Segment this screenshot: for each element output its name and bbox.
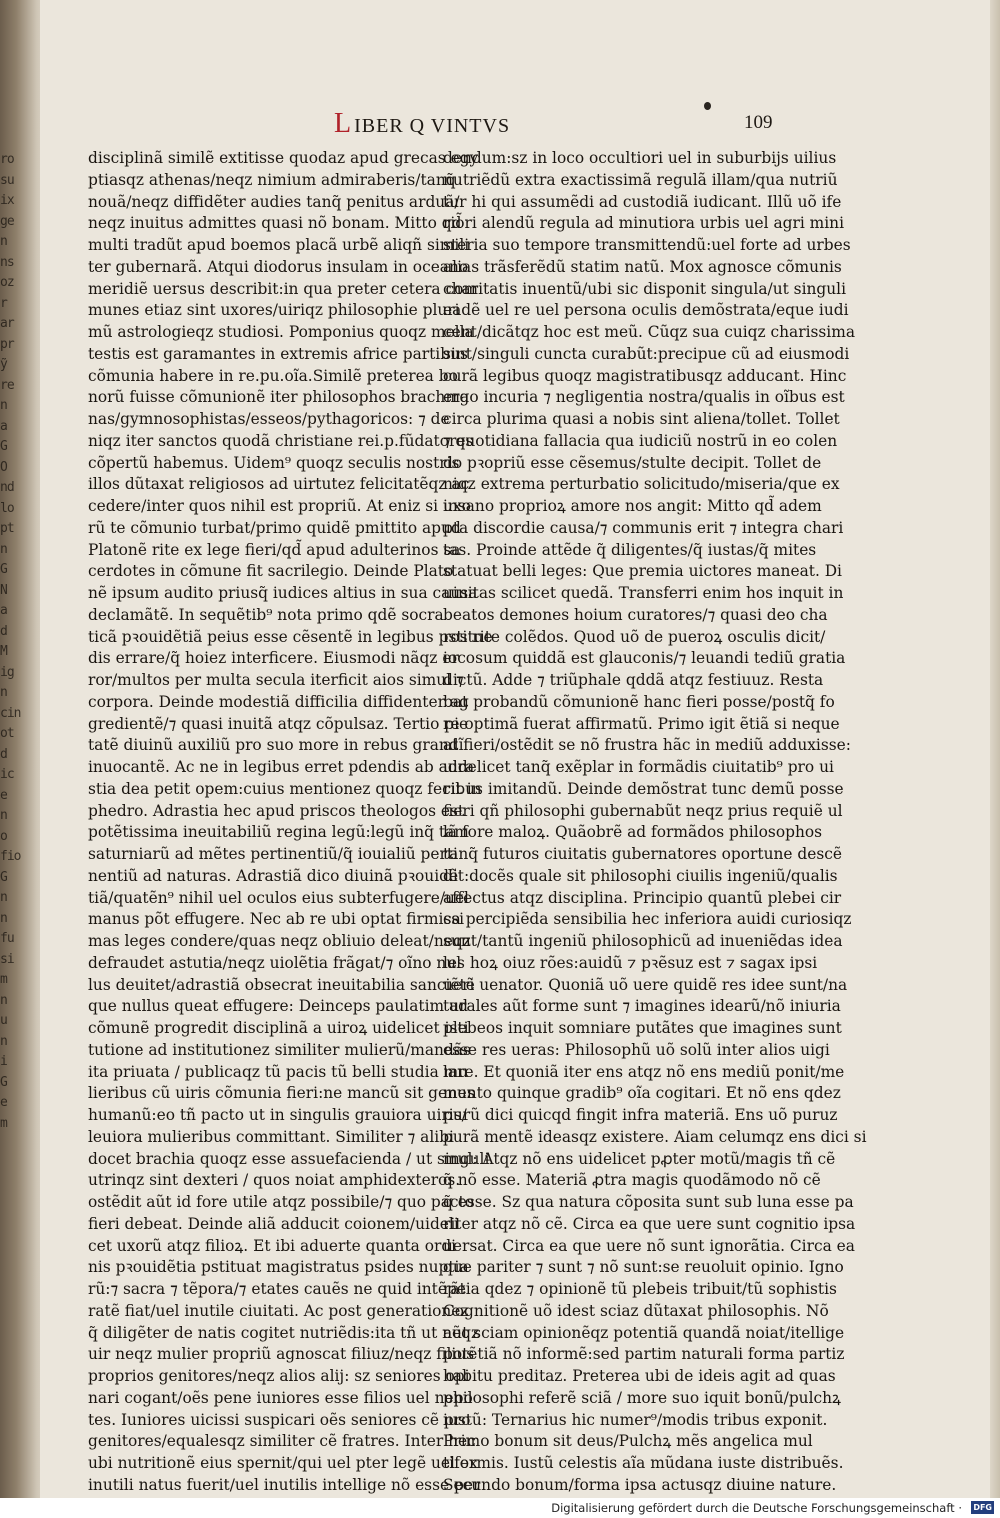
previous-page-fragment: ỹ [0, 357, 7, 372]
previous-page-fragment: u [0, 1013, 7, 1028]
previous-page-fragment: M [0, 644, 7, 659]
text-line: ror/multos per multa secula iterficit aios simul ⁊ [88, 671, 464, 689]
digitization-footer [0, 1498, 1000, 1518]
text-line: docet brachia quoqz esse assuefacienda / ut singuli [88, 1149, 490, 1168]
previous-page-fragment: pt [0, 521, 14, 536]
text-line: leuiora mulieribus committant. Similiter ⁊ alibi [88, 1127, 454, 1146]
previous-page-fragment: d [0, 746, 7, 762]
previous-page-fragment: i [0, 1054, 7, 1069]
folio-number: 109 [744, 112, 773, 133]
text-line: ptiasqz athenas/neqz nimium admiraberis/tanq̃ [88, 170, 456, 189]
text-line: Secundo bonum/forma ipsa actusqz diuine nature. [443, 1475, 837, 1494]
previous-page-fragment: cin [0, 705, 21, 721]
text-line: ⁊ quotidiana fallacia qua iudiciũ nostrũ in eo colen [443, 431, 838, 450]
text-line: ergo incuria ⁊ negligentia nostra/qualis in oĩbus est [443, 388, 845, 407]
text-line: neqz inuitus admittes quasi nõ bonam. Mitto qd̃ [88, 214, 462, 233]
text-line: rũ:⁊ sacra ⁊ tẽpora/⁊ etates cauẽs ne quid intẽpe [88, 1280, 466, 1298]
funding-note: Digitalisierung gefördert durch die Deutsche Forschungsgemeinschaft · [551, 1501, 962, 1515]
previous-page-fragment: n [0, 890, 7, 905]
text-line: tiformis. Iustũ celestis aĩa mũdana iuste distribuẽs. [443, 1454, 844, 1472]
text-line: charitatis inuentũ/ubi sic disponit singula/ut singuli [443, 279, 847, 298]
text-line: ca percipiẽda sensibilia hec inferiora auidi curiosiqz [443, 910, 852, 929]
text-line: uir neqz mulier propriũ agnoscat filiuz/neqz filius [88, 1345, 475, 1364]
previous-page-fragment: n [0, 992, 7, 1008]
previous-page-fragment: n [0, 398, 7, 413]
previous-page-fragment: fu [0, 931, 14, 946]
text-line: ros rite colẽdos. Quod uõ de pueroꝝ osculis dicit/ [443, 627, 826, 646]
previous-page-fragment: o [0, 828, 7, 844]
text-line: cõpertũ habemus. Uidem⁹ quoqz seculis nostris [88, 453, 460, 472]
dfg-logo: DFG [973, 1503, 992, 1512]
previous-page-fragment: n [0, 541, 7, 557]
text-line: q̃ esse. Sz qua natura cõposita sunt sub luna esse pa [443, 1193, 854, 1211]
previous-page-fragment: O [0, 459, 7, 475]
text-column-left [88, 148, 493, 1497]
running-head [334, 108, 510, 140]
text-line: niqz extrema perturbatio solicitudo/miseria/que ex [443, 475, 840, 494]
text-line: ribus imitandũ. Deinde demõstrat tunc demũ posse [443, 779, 844, 798]
text-line: nentiũ ad naturas. Adrastiã dico diuinã pꝛouidẽ [88, 866, 459, 885]
text-line: q̃ diligẽter de natis cogitet nutriẽdis:ita tñ ut neqz [88, 1323, 480, 1342]
text-line: dit:docẽs quale sit philosophi ciuilis ingeniũ/qualis [443, 866, 838, 885]
text-line: purũ dici quicqd fingit infra materiã. Ens uõ puruz [443, 1106, 838, 1124]
text-line: turales aũt forme sunt ⁊ imagines idearũ/nõ iniuria [443, 997, 841, 1016]
text-line: rũ te cõmunio turbat/primo quidẽ pmittito apud [88, 518, 461, 537]
previous-page-fragment: n [0, 234, 7, 249]
text-line: tes. Iuniores uicissi suspicari oẽs seniores cẽ pro [88, 1410, 471, 1429]
previous-page-fragment: G [0, 562, 7, 577]
text-line: dendum:sz in loco occultiori uel in suburbijs uilius [443, 149, 837, 167]
text-line: uidelicet tanq̃ exẽplar in formãdis ciuitatib⁹ pro ui [443, 758, 834, 776]
text-line: tiã/quatẽn⁹ nihil uel oculos eius subterfugere/uel [88, 888, 469, 907]
text-line: cõmunẽ progredit disciplinã a uiroꝝ uidelicet isti [88, 1019, 469, 1037]
text-line: disciplinã similẽ extitisse quodaz apud grecas egy [88, 149, 479, 167]
previous-page-fragment: e [0, 1095, 7, 1110]
text-line: beatos demones hoium curatores/⁊ quasi deo cha [443, 605, 828, 624]
text-line: sint/singuli cuncta curabũt:precipue cũ ad eiusmodi [443, 344, 850, 363]
previous-page-fragment: pr [0, 336, 14, 352]
previous-page-fragment: G [0, 869, 7, 885]
text-line: nutriẽdũ extra exactissimã regulã illam/qua nutriũ [443, 170, 838, 189]
previous-page-fragment: ix [0, 193, 14, 208]
text-line: rãtia qdez ⁊ opinionẽ tũ plebeis tribuit/tũ sophistis [443, 1280, 837, 1298]
text-line: utrinqz sint dexteri / quos noiat amphidexteros. [88, 1171, 461, 1190]
text-column-right [443, 148, 867, 1497]
text-line: purã mentẽ ideasqz existere. Aiam celumqz ens dici si [443, 1127, 867, 1146]
text-line: ter gubernarã. Atqui diodorus insulam in oceano [88, 257, 469, 276]
text-line: uinitas scilicet quedã. Transferri enim hos inquit in [443, 584, 844, 602]
previous-page-fragment: N [0, 582, 7, 598]
text-line: humanũ:eo tñ pacto ut in singulis grauiora uiris/ [88, 1106, 467, 1124]
previous-page-fragment: oz [0, 275, 14, 290]
book-title: IBER Q VINTVS [354, 115, 511, 137]
text-line: que nullus queat effugere: Deinceps paulatim ad [88, 997, 469, 1016]
previous-page-fragment: n [0, 808, 7, 823]
text-line: saturniarũ ad mẽtes pertinentiũ/q̃ iouialiũ perti [88, 845, 458, 863]
text-line: nẽ ipsum audito priusq̃ iudices altius in sua causa [88, 584, 478, 602]
text-line: nouã/neqz diffidẽter audies tanq̃ penitus arduã/ [88, 192, 460, 211]
text-line: Primo bonum sit deus/Pulchꝝ mẽs angelica mul [443, 1432, 813, 1451]
previous-page-fragment: a [0, 418, 7, 434]
previous-page-fragment: d [0, 623, 7, 639]
text-line: gredientẽ/⁊ quasi inuitã atqz cõpulsaz. Tertio pie [88, 714, 469, 733]
red-initial: L [334, 108, 353, 139]
text-line: potẽtiã nõ informẽ:sed partim naturali forma partiz [443, 1345, 845, 1364]
text-line: declamãtẽ. In sequẽtib⁹ nota primo qdẽ socra [88, 605, 444, 624]
text-line: mas leges condere/quas neqz obliuio deleat/neqz [88, 932, 471, 950]
text-line: inuocantẽ. Ac ne in legibus erret pdendis ab adra [88, 758, 475, 776]
text-line: fieri debeat. Deinde aliã adducit coionem/uideli [88, 1214, 459, 1233]
text-line: cõmunia habere in re.pu.oĩa.Similẽ preterea bo [88, 366, 458, 385]
text-line: ticã pꝛouidẽtiã peius esse cẽsentẽ in legibus pstitue [88, 627, 493, 646]
text-line: lieribus cũ uiris cõmunia fieri:ne mancũ sit genus [88, 1084, 475, 1103]
text-line: Cognitionẽ uõ idest sciaz dũtaxat philosophis. Nõ [443, 1301, 829, 1320]
text-line: curã legibus quoqz magistratibusqz adducant. Hinc [443, 366, 847, 385]
text-line: cerdotes in cõmune fit sacrilegio. Deinde Plato [88, 562, 454, 581]
page-fore-edge [990, 0, 1000, 1498]
text-line: dis errare/q̃ hoiez interficere. Eiusmodi nãqz er [88, 649, 459, 668]
previous-page-fragment: a [0, 603, 7, 618]
text-line: steria suo tempore transmittendũ:uel forte ad urbes [443, 236, 851, 254]
text-line: at fieri/ostẽdit se nõ frustra hãc in mediũ adduxisse: [443, 736, 851, 755]
previous-page-fragment: re [0, 377, 14, 393]
text-line: iustũ: Ternarius hic numer⁹/modis tribus exponit. [443, 1410, 828, 1429]
text-line: testis est garamantes in extremis africe partibus [88, 344, 468, 363]
text-line: ueri uenator. Quoniã uõ uere quidẽ res idee sunt/na [443, 975, 848, 994]
text-line: q̃ nõ esse. Materiã ꝓtra magis quodãmodo nõ cẽ [443, 1171, 821, 1190]
text-line: defraudet astutia/neqz uiolẽtia frãgat/⁊ oĩno nul [88, 953, 462, 972]
previous-page-fragment: ge [0, 213, 14, 229]
text-line: sunt/tantũ ingeniũ philosophicũ ad inueniẽdas idea [443, 932, 843, 950]
previous-page-fragment: fio [0, 849, 21, 864]
previous-page-fragment: ot [0, 726, 14, 741]
text-line: norũ fuisse cõmunionẽ iter philosophos brachma [88, 388, 470, 407]
text-line: tas. Proinde attẽde q̃ diligentes/q̃ iustas/q̃ mites [443, 540, 817, 559]
text-line: manus põt effugere. Nec ab re ubi optat firmissi [88, 910, 465, 929]
previous-page-fragment: ic [0, 767, 14, 782]
text-line: fieri qñ philosophi gubernabũt neqz prius requiẽ ul [443, 801, 843, 820]
text-line: insano proprioꝝ amore nos angit: Mitto qd̃ adem [443, 497, 822, 515]
text-line: tanq̃ futuros ciuitatis gubernatores oportune descẽ [443, 845, 842, 863]
text-line: proprios genitores/neqz alios alij: sz seniores opi [88, 1367, 470, 1385]
text-line: nis pꝛouidẽtia pstituat magistratus psides nuptia [88, 1258, 469, 1277]
text-line: lã fore maloꝝ. Quãobrẽ ad formãdos philosophos [443, 823, 823, 842]
text-line: riter atqz nõ cẽ. Circa ea que uere sunt cognitio ipsa [443, 1214, 856, 1233]
text-line: Platonẽ rite ex lege fieri/qd̃ apud adulterinos sa [88, 540, 461, 559]
text-line: statuat belli leges: Que premia uictores maneat. Di [443, 562, 842, 581]
text-line: alias trãsferẽdũ statim natũ. Mox agnosce cõmunis [443, 257, 842, 276]
text-line: corpora. Deinde modestiã difficilia diffidenter ag [88, 692, 469, 711]
previous-page-fragment: r [0, 295, 7, 311]
text-line: bat probandũ cõmunionẽ hanc fieri posse/postq̃ fo [443, 692, 835, 711]
previous-page-fragment: n [0, 685, 7, 700]
previous-page-fragment: ar [0, 316, 14, 331]
previous-page-fragment: m [0, 1115, 7, 1131]
text-line: lare. Et quoniã iter ens atqz nõ ens mediũ ponit/me [443, 1062, 845, 1081]
previous-page-fragment: e [0, 787, 7, 803]
text-line: plebeos inquit somniare putãtes que imagines sunt [443, 1019, 842, 1037]
text-line: genitores/equalesqz similiter cẽ fratres. Inter hec [88, 1432, 476, 1451]
previous-page-fragment: su [0, 172, 14, 188]
text-line: les hoꝝ oiuz rões:auidũ ⁊ pꝛẽsuz est ⁊ sagax ipsi [443, 953, 818, 972]
text-line: riori alendũ regula ad minutiora urbis uel agri mini [443, 214, 844, 233]
text-line: affectus atqz disciplina. Principio quantũ plebei cir [443, 888, 842, 907]
text-line: ubi nutritionẽ eius spernit/qui uel pter legẽ uel ex [88, 1454, 478, 1472]
text-line: cent/dicãtqz hoc est meũ. Cũqz sua cuiqz charissima [443, 323, 855, 341]
text-line: tur hi qui assumẽdi ad custodiã iudicant. Illũ uõ ife [443, 192, 842, 211]
text-line: cet uxorũ atqz filioꝝ. Et ibi aduerte quanta ordi [88, 1236, 457, 1255]
text-line: illos dũtaxat religiosos ad uirtutez felicitatẽqz ac [88, 475, 470, 494]
text-line: ostẽdit aũt id fore utile atqz possibile/⁊ quo pacto [88, 1193, 475, 1211]
text-line: ratẽ fiat/uel inutile ciuitati. Ac post generationez [88, 1301, 469, 1320]
text-line: pta discordie causa/⁊ communis erit ⁊ integra chari [443, 518, 844, 537]
text-line: aũt sciam opinionẽqz potentiã quandã noiat/itellige [443, 1323, 845, 1342]
text-line: mũ astrologieqz studiosi. Pomponius quoqz mella [88, 323, 474, 341]
text-line: mul: Atqz nõ ens uidelicet pꝓter motũ/magis tñ cẽ [443, 1149, 836, 1168]
previous-page-fragment: nd [0, 480, 14, 495]
text-line: phedro. Adrastia hec apud priscos theologos est [88, 801, 465, 820]
text-line: re optimã fuerat affirmatũ. Primo igit ẽtiã si neque [443, 714, 840, 733]
previous-page-fragment: ig [0, 664, 14, 680]
previous-page-fragment: n [0, 910, 7, 926]
previous-page-fragment: ns [0, 254, 14, 270]
text-line: mento quinque gradib⁹ oĩa cogitari. Et nõ ens qdez [443, 1084, 841, 1103]
text-line: uersat. Circa ea que uere nõ sunt ignorãtia. Circa ea [443, 1236, 855, 1255]
text-line: ita priuata / publicaqz tũ pacis tũ belli studia mu [88, 1062, 469, 1081]
text-line: dictũ. Adde ⁊ triũphale qddã atqz festiuuz. Resta [443, 671, 824, 689]
text-line: circa plurima quasi a nobis sint aliena/tollet. Tollet [443, 410, 840, 428]
text-line: iocosum quiddã est glauconis/⁊ leuandi tediũ gratia [443, 649, 846, 668]
text-line: esse res ueras: Philosophũ uõ solũ inter alios uigi [443, 1040, 830, 1059]
text-line: niqz iter sanctos quodã christiane rei.p.fũdatores [88, 431, 474, 450]
text-line: que pariter ⁊ sunt ⁊ nõ sunt:se reuoluit opinio. Igno [443, 1258, 844, 1277]
previous-page-edge-text [0, 150, 40, 1290]
previous-page-fragment: m [0, 972, 7, 987]
text-line: nas/gymnosophistas/esseos/pythagoricos: ⁊ de [88, 410, 450, 428]
text-line: do pꝛopriũ esse cẽsemus/stulte decipit. Tollet de [443, 453, 822, 472]
text-line: habitu preditaz. Preterea ubi de ideis agit ad quas [443, 1367, 836, 1385]
previous-page-fragment: ro [0, 152, 14, 167]
text-line: tutione ad institutionez similiter mulierũ/mandãs [88, 1040, 471, 1059]
text-line: lus deuitet/adrastiã obsecrat ineuitabilia sanciẽtẽ [88, 975, 475, 994]
text-line: munes etiaz sint uxores/uiriqz philosophie pluri [88, 301, 460, 320]
previous-page-fragment: n [0, 1033, 7, 1049]
ink-spot [704, 102, 711, 110]
text-line: nari cogant/oẽs pene iuniores esse filios uel nepo [88, 1388, 473, 1407]
text-line: multi tradũt apud boemos placã urbẽ aliqñ simili [88, 236, 470, 254]
previous-page-fragment: lo [0, 500, 14, 516]
text-line: potẽtissima ineuitabiliũ regina legũ:legũ inq̃ tam [88, 823, 469, 842]
text-line: tatẽ diuinũ auxiliũ pro suo more in rebus grandĩ [88, 736, 464, 755]
text-line: stia dea petit opem:cuius mentionez quoqz fecit in [88, 779, 482, 798]
previous-page-fragment: G [0, 439, 7, 454]
previous-page-fragment: si [0, 951, 14, 967]
text-line: cedere/inter quos nihil est propriũ. At eniz si uxo [88, 497, 471, 515]
text-line: meridiẽ uersus describit:in qua preter cetera com [88, 279, 478, 298]
text-line: philosophi referẽ sciã / more suo iquit bonũ/pulchꝝ [443, 1388, 841, 1407]
text-line: inutili natus fuerit/uel inutilis intellige nõ esse per [88, 1475, 481, 1494]
text-line: eadẽ uel re uel persona oculis demõstrata/eque iudi [443, 301, 849, 320]
previous-page-fragment: G [0, 1074, 7, 1090]
